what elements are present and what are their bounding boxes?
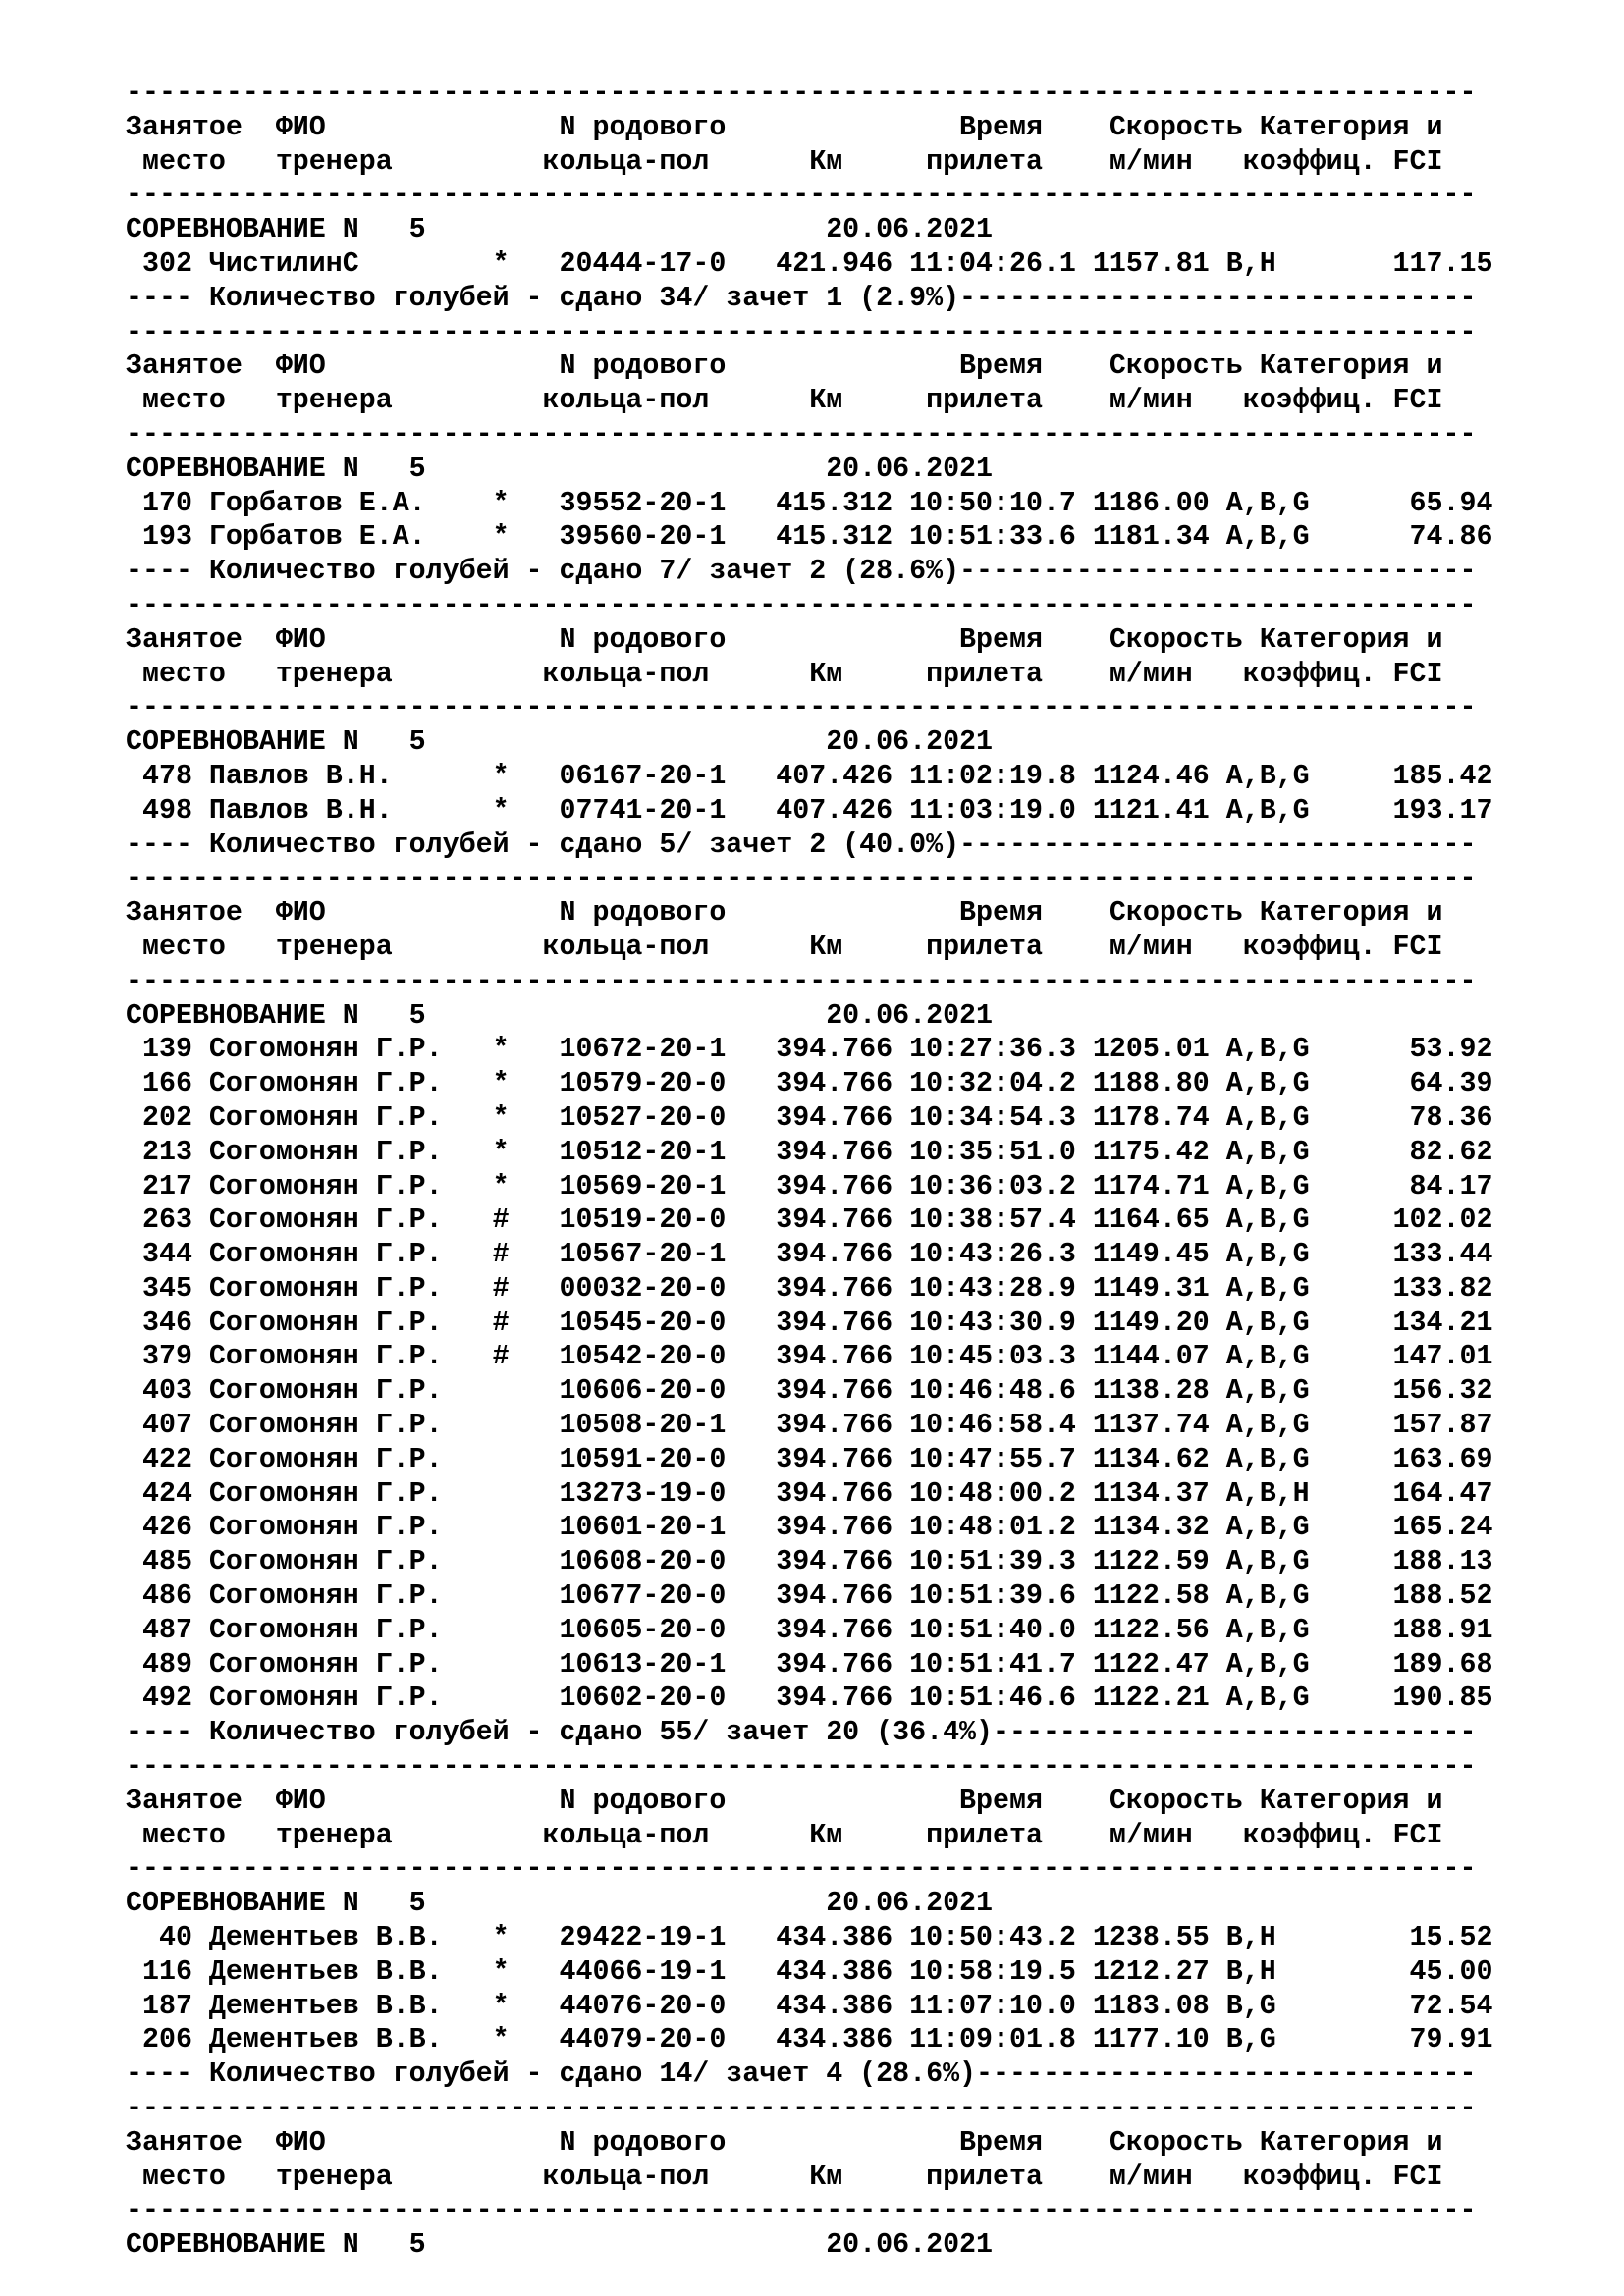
result-row: 217 Согомонян Г.Р. * 10569-20-1 394.766 10:36:03.2 1174.71 A,B,G 84.17 [126, 1170, 1493, 1202]
result-row: 193 Горбатов Е.А. * 39560-20-1 415.312 10:51:33.6 1181.34 A,B,G 74.86 [126, 521, 1493, 554]
rule-line: --------------------------------------------------------------------------------- [126, 2093, 1477, 2125]
rule-line: --------------------------------------------------------------------------------- [126, 1853, 1477, 1886]
rule-line: --------------------------------------------------------------------------------- [126, 316, 1477, 348]
column-header-line-2: место тренера кольца-пол Км прилета м/мин коэффиц. FCI [126, 145, 1443, 178]
result-row: 489 Согомонян Г.Р. 10613-20-1 394.766 10:51:41.7 1122.47 A,B,G 189.68 [126, 1648, 1493, 1681]
rule-line: --------------------------------------------------------------------------------- [126, 1751, 1477, 1784]
result-row: 202 Согомонян Г.Р. * 10527-20-0 394.766 10:34:54.3 1178.74 A,B,G 78.36 [126, 1101, 1493, 1134]
column-header-line-2: место тренера кольца-пол Км прилета м/мин коэффиц. FCI [126, 385, 1443, 417]
result-row: 213 Согомонян Г.Р. * 10512-20-1 394.766 10:35:51.0 1175.42 A,B,G 82.62 [126, 1136, 1493, 1168]
rule-line: --------------------------------------------------------------------------------- [126, 180, 1477, 212]
rule-line: --------------------------------------------------------------------------------- [126, 78, 1477, 109]
rule-line: --------------------------------------------------------------------------------- [126, 863, 1477, 895]
column-header-line-2: место тренера кольца-пол Км прилета м/мин коэффиц. FCI [126, 2161, 1443, 2193]
rule-line: --------------------------------------------------------------------------------- [126, 965, 1477, 997]
result-row: 492 Согомонян Г.Р. 10602-20-0 394.766 10:51:46.6 1122.21 A,B,G 190.85 [126, 1682, 1493, 1715]
result-row: 346 Согомонян Г.Р. # 10545-20-0 394.766 10:43:30.9 1149.20 A,B,G 134.21 [126, 1307, 1493, 1339]
summary-line: ---- Количество голубей - сдано 34/ зачет 1 (2.9%)------------------------------- [126, 282, 1477, 314]
column-header-line-1: Занятое ФИО N родового Время Скорость Категория и [126, 111, 1443, 143]
result-row: 379 Согомонян Г.Р. # 10542-20-0 394.766 10:45:03.3 1144.07 A,B,G 147.01 [126, 1341, 1493, 1373]
competition-header: СОРЕВНОВАНИЕ N 5 20.06.2021 [126, 453, 994, 485]
result-row: 263 Согомонян Г.Р. # 10519-20-0 394.766 10:38:57.4 1164.65 A,B,G 102.02 [126, 1204, 1493, 1237]
results-sheet [126, 77, 1492, 2263]
competition-header: СОРЕВНОВАНИЕ N 5 20.06.2021 [126, 726, 994, 759]
column-header-line-2: место тренера кольца-пол Км прилета м/мин коэффиц. FCI [126, 931, 1443, 963]
summary-line: ---- Количество голубей - сдано 5/ зачет 2 (40.0%)------------------------------- [126, 828, 1477, 861]
result-row: 166 Согомонян Г.Р. * 10579-20-0 394.766 10:32:04.2 1188.80 A,B,G 64.39 [126, 1068, 1493, 1100]
result-row: 345 Согомонян Г.Р. # 00032-20-0 394.766 10:43:28.9 1149.31 A,B,G 133.82 [126, 1272, 1493, 1305]
competition-header: СОРЕВНОВАНИЕ N 5 20.06.2021 [126, 1888, 994, 1920]
column-header-line-1: Занятое ФИО N родового Время Скорость Категория и [126, 1785, 1443, 1817]
result-row: 498 Павлов В.Н. * 07741-20-1 407.426 11:03:19.0 1121.41 A,B,G 193.17 [126, 794, 1493, 827]
result-row: 40 Дементьев В.В. * 29422-19-1 434.386 10:50:43.2 1238.55 B,H 15.52 [126, 1922, 1493, 1954]
column-header-line-1: Занятое ФИО N родового Время Скорость Категория и [126, 623, 1443, 656]
result-row: 485 Согомонян Г.Р. 10608-20-0 394.766 10:51:39.3 1122.59 A,B,G 188.13 [126, 1546, 1493, 1578]
result-row: 424 Согомонян Г.Р. 13273-19-0 394.766 10:48:00.2 1134.37 A,B,H 164.47 [126, 1477, 1493, 1510]
result-row: 407 Согомонян Г.Р. 10508-20-1 394.766 10:46:58.4 1137.74 A,B,G 157.87 [126, 1410, 1493, 1442]
rule-line: --------------------------------------------------------------------------------- [126, 589, 1477, 621]
result-row: 403 Согомонян Г.Р. 10606-20-0 394.766 10:46:48.6 1138.28 A,B,G 156.32 [126, 1375, 1493, 1408]
result-row: 187 Дементьев В.В. * 44076-20-0 434.386 11:07:10.0 1183.08 B,G 72.54 [126, 1990, 1493, 2022]
rule-line: --------------------------------------------------------------------------------- [126, 2195, 1477, 2227]
summary-line: ---- Количество голубей - сдано 7/ зачет 2 (28.6%)------------------------------- [126, 556, 1477, 588]
competition-header: СОРЕВНОВАНИЕ N 5 20.06.2021 [126, 2229, 994, 2262]
result-row: 139 Согомонян Г.Р. * 10672-20-1 394.766 10:27:36.3 1205.01 A,B,G 53.92 [126, 1034, 1493, 1066]
result-row: 302 ЧистилинС * 20444-17-0 421.946 11:04:26.1 1157.81 B,H 117.15 [126, 247, 1493, 280]
column-header-line-2: место тренера кольца-пол Км прилета м/мин коэффиц. FCI [126, 1819, 1443, 1851]
result-row: 344 Согомонян Г.Р. # 10567-20-1 394.766 10:43:26.3 1149.45 A,B,G 133.44 [126, 1239, 1493, 1271]
result-row: 422 Согомонян Г.Р. 10591-20-0 394.766 10:47:55.7 1134.62 A,B,G 163.69 [126, 1443, 1493, 1475]
result-row: 116 Дементьев В.В. * 44066-19-1 434.386 10:58:19.5 1212.27 B,H 45.00 [126, 1955, 1493, 1988]
column-header-line-2: место тренера кольца-пол Км прилета м/мин коэффиц. FCI [126, 658, 1443, 690]
column-header-line-1: Занятое ФИО N родового Время Скорость Категория и [126, 2126, 1443, 2159]
result-row: 170 Горбатов Е.А. * 39552-20-1 415.312 10:50:10.7 1186.00 A,B,G 65.94 [126, 487, 1493, 519]
result-row: 426 Согомонян Г.Р. 10601-20-1 394.766 10:48:01.2 1134.32 A,B,G 165.24 [126, 1512, 1493, 1544]
result-row: 487 Согомонян Г.Р. 10605-20-0 394.766 10:51:40.0 1122.56 A,B,G 188.91 [126, 1614, 1493, 1646]
rule-line: --------------------------------------------------------------------------------- [126, 418, 1477, 451]
competition-header: СОРЕВНОВАНИЕ N 5 20.06.2021 [126, 999, 994, 1032]
column-header-line-1: Занятое ФИО N родового Время Скорость Категория и [126, 350, 1443, 383]
result-row: 206 Дементьев В.В. * 44079-20-0 434.386 11:09:01.8 1177.10 B,G 79.91 [126, 2024, 1493, 2056]
summary-line: ---- Количество голубей - сдано 55/ зачет 20 (36.4%)----------------------------- [126, 1717, 1477, 1749]
result-row: 478 Павлов В.Н. * 06167-20-1 407.426 11:02:19.8 1124.46 A,B,G 185.42 [126, 760, 1493, 792]
rule-line: --------------------------------------------------------------------------------- [126, 692, 1477, 724]
column-header-line-1: Занятое ФИО N родового Время Скорость Категория и [126, 897, 1443, 930]
result-row: 486 Согомонян Г.Р. 10677-20-0 394.766 10:51:39.6 1122.58 A,B,G 188.52 [126, 1580, 1493, 1613]
competition-header: СОРЕВНОВАНИЕ N 5 20.06.2021 [126, 214, 994, 246]
summary-line: ---- Количество голубей - сдано 14/ зачет 4 (28.6%)------------------------------ [126, 2058, 1477, 2091]
